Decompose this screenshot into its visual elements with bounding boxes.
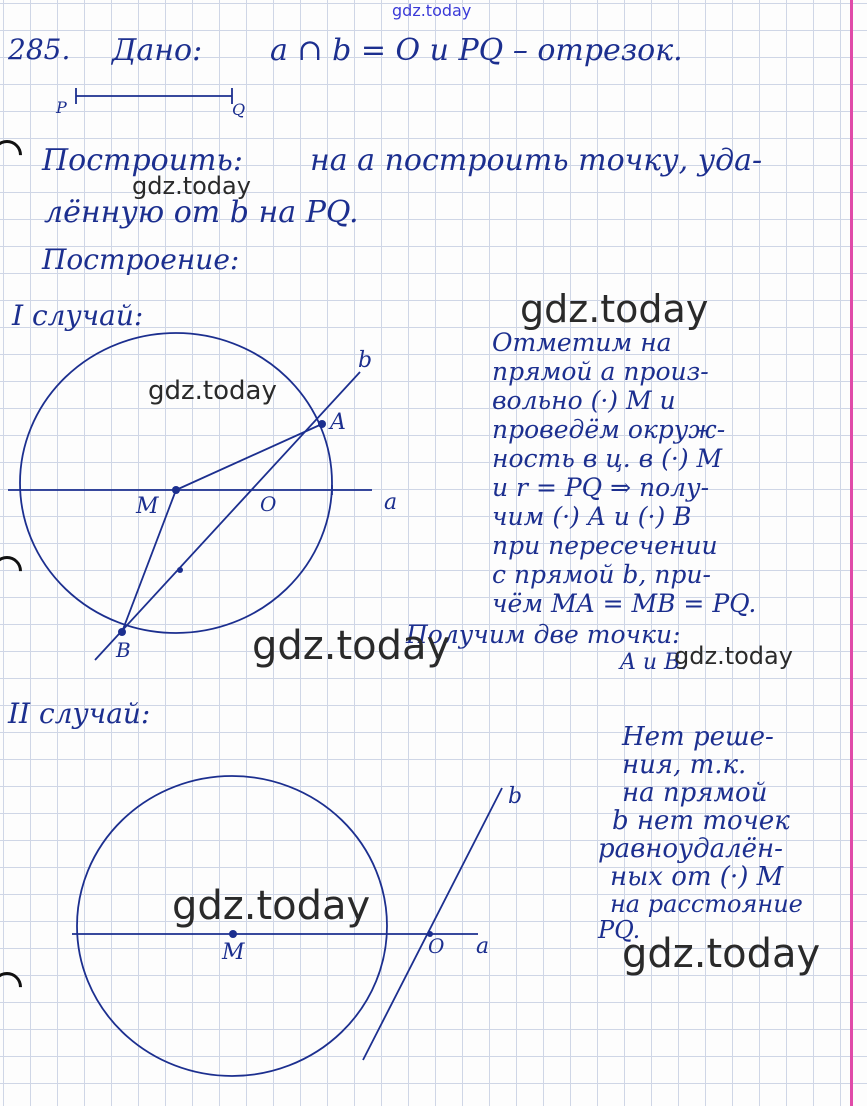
case2-label-line-b: b — [508, 784, 523, 809]
segment-label-q: Q — [232, 100, 246, 119]
case1-note-line: чим (·) A и (·) B — [492, 502, 692, 531]
case1-label-point-m: M — [136, 494, 159, 519]
case1-point-m — [172, 486, 180, 494]
construction-label: Построение: — [42, 243, 240, 276]
watermark-top: gdz.today — [392, 1, 472, 20]
watermark: gdz.today — [674, 642, 793, 670]
case1-label-point-o: O — [260, 492, 277, 516]
case1-radius-ma — [176, 424, 322, 490]
watermark: gdz.today — [148, 376, 277, 406]
watermark: gdz.today — [622, 931, 821, 977]
case1-note-line: Получим две точки: — [406, 620, 681, 649]
case2-note-line: на расстояние — [610, 890, 803, 918]
case2-note-line: PQ. — [598, 916, 641, 944]
task-label: Построить: — [42, 143, 243, 178]
case2-label: II случай: — [8, 697, 151, 730]
task-line-2: лённую от b на PQ. — [44, 195, 359, 230]
watermark: gdz.today — [172, 883, 371, 929]
segment-label-p: P — [56, 98, 67, 117]
problem-number: 285. — [8, 33, 71, 66]
task-line-1: на a построить точку, уда- — [310, 143, 763, 178]
case2-note-line: на прямой — [622, 778, 768, 808]
case2-line-b — [363, 788, 502, 1060]
case1-note-line: при пересечении — [492, 531, 718, 560]
case2-note-line: Нет реше- — [622, 722, 774, 752]
case1-label-line-b: b — [358, 348, 373, 373]
case2-note-line: ных от (·) M — [610, 862, 784, 892]
case1-note-line: вольно (·) M и — [492, 386, 676, 415]
case1-label-point-a: A — [330, 410, 346, 435]
watermark: gdz.today — [132, 172, 251, 200]
case1-note-line: A и B. — [620, 650, 688, 675]
case1-label: I случай: — [12, 299, 144, 332]
given-text: a ∩ b = O и PQ – отрезок. — [270, 33, 683, 68]
case2-note-line: равноудалён- — [598, 834, 783, 864]
case1-line-b — [95, 372, 360, 660]
watermark: gdz.today — [252, 623, 451, 669]
case2-note-line: b нет точек — [612, 806, 790, 836]
case1-label-point-b: B — [116, 638, 131, 662]
case1-note-line: и r = PQ ⇒ полу- — [492, 473, 710, 502]
case1-point-b — [118, 628, 126, 636]
case1-note-line: ность в ц. в (·) M — [492, 444, 723, 473]
case1-note-line: чём MA = MB = PQ. — [492, 589, 757, 618]
case2-label-point-m: M — [222, 940, 245, 965]
case2-label-point-o: O — [428, 934, 445, 958]
watermark: gdz.today — [520, 287, 709, 331]
case2-point-m — [229, 930, 237, 938]
given-label: Дано: — [112, 33, 203, 68]
case1-note-line: с прямой b, при- — [492, 560, 711, 589]
case1-label-line-a: a — [384, 490, 398, 515]
case1-note-line: Отметим на — [492, 328, 672, 357]
case1-note-line: проведём окруж- — [492, 415, 726, 444]
case1-point-a — [318, 420, 326, 428]
case2-note-line: ния, т.к. — [622, 750, 747, 780]
case1-note-line: прямой a произ- — [492, 357, 709, 386]
case2-label-line-a: a — [476, 934, 490, 959]
